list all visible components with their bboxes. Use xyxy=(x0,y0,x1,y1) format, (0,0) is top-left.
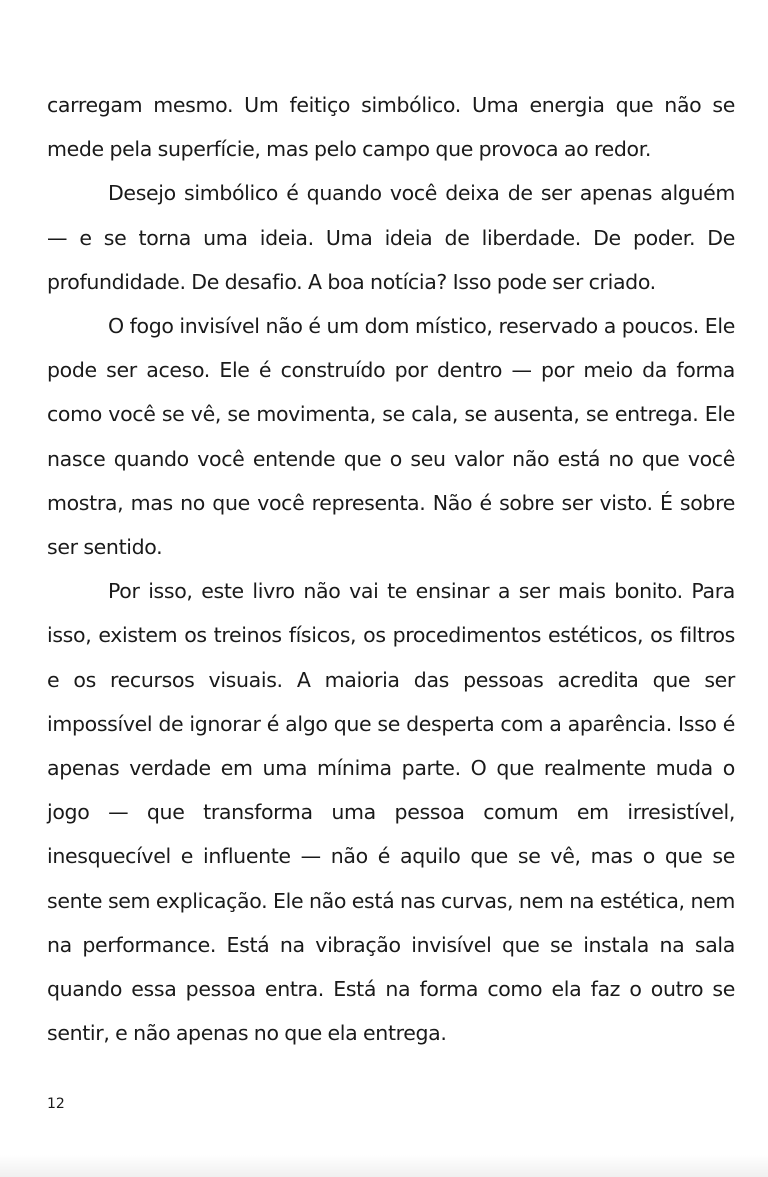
paragraph: O fogo invisível não é um dom místico, reservado a poucos. Ele pode ser aceso. Ele é construído por dentro — por meio da forma como você se vê, se movimenta, se cala, se ausenta, se entrega. Ele nasce quando você entende que o seu valor não está no que você mostra, mas no que você representa. Não é sobre ser visto. É sobre ser sentido. xyxy=(47,314,735,560)
paragraph: Desejo simbólico é quando você deixa de ser apenas alguém — e se torna uma ideia. Uma ideia de liberdade. De poder. De profundidade. De desafio. A boa notícia? Isso pode ser criado. xyxy=(47,181,735,294)
body-text xyxy=(47,83,735,1055)
paragraph-continuation: carregam mesmo. Um feitiço simbólico. Uma energia que não se mede pela superfície, mas pelo campo que provoca ao redor. xyxy=(47,93,735,162)
page-bottom-edge xyxy=(0,1155,768,1177)
page-number: 12 xyxy=(47,1096,65,1112)
paragraph: Por isso, este livro não vai te ensinar a ser mais bonito. Para isso, existem os treinos físicos, os procedimentos estéticos, os filtros e os recursos visuais. A maioria das pessoas acredita que ser impossível de ignorar é algo que se desperta com a aparência. Isso é apenas verdade em uma mínima parte. O que realmente muda o jogo — que transforma uma pessoa comum em irresistível, inesquecível e influente — não é aquilo que se vê, mas o que se sente sem explicação. Ele não está nas curvas, nem na estética, nem na performance. Está na vibração invisível que se instala na sala quando essa pessoa entra. Está na forma como ela faz o outro se sentir, e não apenas no que ela entrega. xyxy=(47,579,735,1046)
